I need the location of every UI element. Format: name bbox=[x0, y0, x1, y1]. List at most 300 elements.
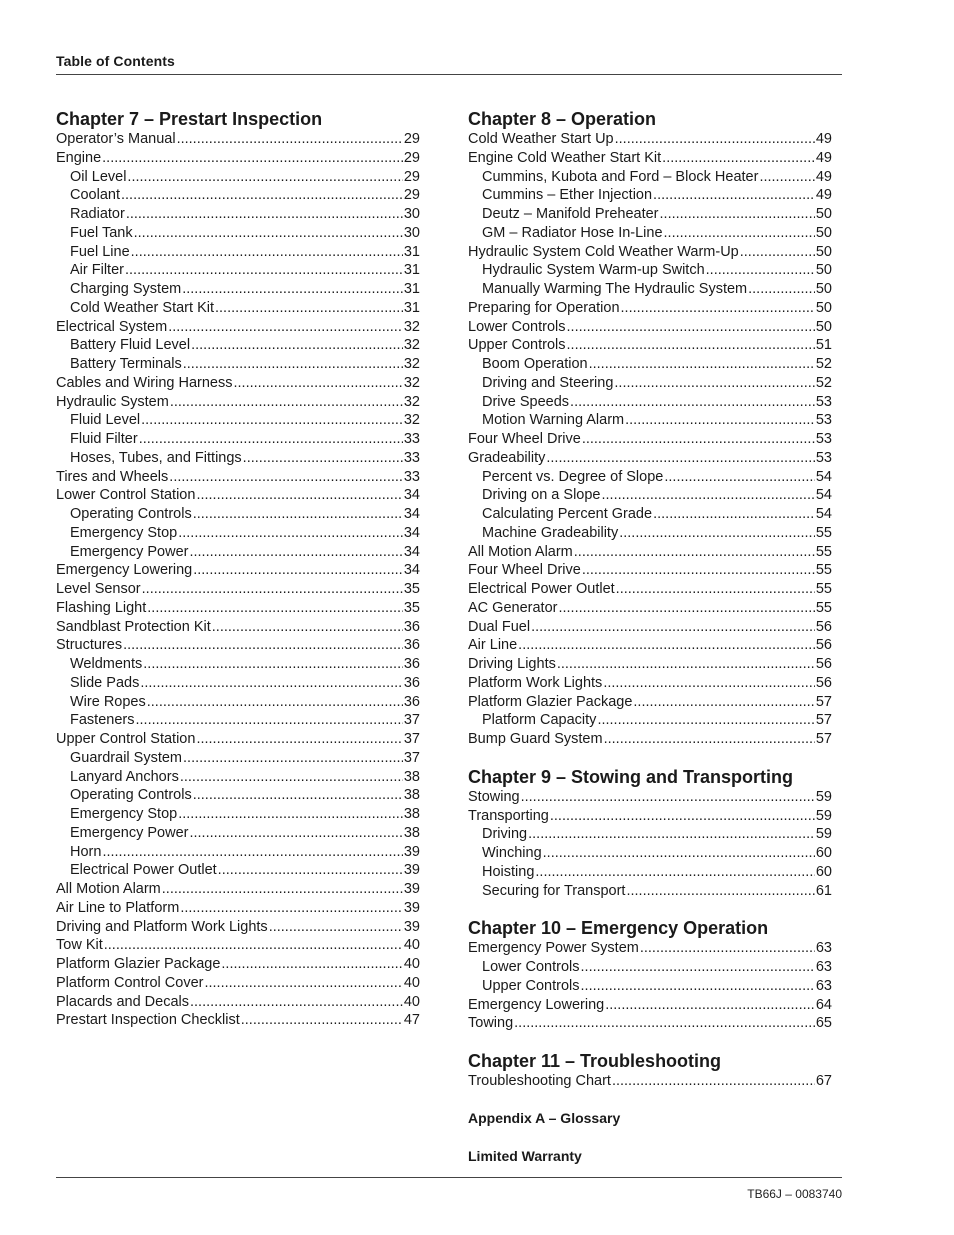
toc-entry-page: 36 bbox=[403, 656, 420, 672]
toc-entry[interactable] bbox=[468, 844, 832, 863]
chapter-title[interactable]: Chapter 9 – Stowing and Transporting bbox=[468, 766, 794, 787]
dot-leader bbox=[177, 130, 403, 149]
toc-entry[interactable] bbox=[468, 486, 832, 505]
dot-leader bbox=[557, 655, 815, 674]
toc-entry-title: Flashing Light bbox=[56, 599, 147, 616]
toc-entry[interactable] bbox=[468, 280, 832, 299]
chapter-section bbox=[468, 1050, 832, 1091]
toc-entry-page: 33 bbox=[403, 449, 420, 466]
toc-entry[interactable] bbox=[468, 863, 832, 882]
toc-entry-title: Platform Glazier Package bbox=[468, 693, 633, 710]
toc-entry-page: 52 bbox=[815, 374, 832, 391]
toc-entry-page: 32 bbox=[403, 412, 420, 429]
dot-leader bbox=[180, 899, 403, 918]
toc-entry[interactable] bbox=[468, 825, 832, 844]
toc-entry[interactable] bbox=[56, 205, 420, 224]
toc-entry-page: 50 bbox=[815, 318, 832, 335]
toc-entry-title: Cold Weather Start Up bbox=[468, 131, 614, 147]
toc-entry-page: 53 bbox=[815, 431, 832, 447]
toc-entry-page: 53 bbox=[815, 393, 832, 410]
toc-entry[interactable] bbox=[468, 411, 832, 430]
toc-entry-page: 34 bbox=[403, 562, 420, 579]
toc-entry[interactable] bbox=[56, 899, 420, 918]
chapter-section bbox=[468, 917, 832, 1033]
dot-leader bbox=[204, 974, 402, 993]
chapter-section bbox=[468, 766, 832, 901]
toc-entry-title: Charging System bbox=[70, 281, 182, 297]
dot-leader bbox=[653, 186, 815, 205]
toc-entry-title: Driving bbox=[482, 826, 528, 843]
toc-entry-page: 35 bbox=[403, 581, 420, 597]
toc-entry[interactable] bbox=[56, 918, 420, 937]
toc-entry[interactable] bbox=[468, 468, 832, 487]
toc-entry-title: Platform Capacity bbox=[482, 712, 597, 729]
toc-entry-title: Operator’s Manual bbox=[56, 131, 176, 147]
toc-entry-page: 63 bbox=[815, 940, 832, 957]
toc-entry-title: Operating Controls bbox=[70, 787, 192, 804]
toc-entry[interactable] bbox=[56, 524, 420, 543]
toc-entry[interactable] bbox=[468, 636, 832, 655]
toc-entry[interactable] bbox=[468, 149, 832, 168]
toc-entry[interactable] bbox=[56, 149, 420, 168]
toc-entry[interactable] bbox=[56, 674, 420, 693]
toc-entry[interactable] bbox=[56, 749, 420, 768]
dot-leader bbox=[574, 543, 815, 562]
toc-entry[interactable] bbox=[468, 355, 832, 374]
toc-entry-page: 31 bbox=[403, 243, 420, 260]
toc-entry[interactable] bbox=[468, 318, 832, 337]
toc-entry-title: Lower Controls bbox=[482, 959, 580, 975]
toc-entry[interactable] bbox=[56, 693, 420, 712]
dot-leader bbox=[605, 996, 815, 1015]
toc-entry[interactable] bbox=[56, 843, 420, 862]
toc-entry[interactable] bbox=[468, 224, 832, 243]
toc-entry[interactable] bbox=[468, 580, 832, 599]
toc-entry-title: Platform Control Cover bbox=[56, 974, 204, 991]
toc-entry[interactable] bbox=[468, 693, 832, 712]
dot-leader bbox=[567, 336, 815, 355]
toc-entry-page: 33 bbox=[403, 431, 420, 447]
toc-entry[interactable] bbox=[56, 355, 420, 374]
toc-entry[interactable] bbox=[56, 805, 420, 824]
toc-entry[interactable] bbox=[468, 807, 832, 826]
chapter-title[interactable]: Chapter 7 – Prestart Inspection bbox=[56, 109, 323, 129]
dot-leader bbox=[178, 805, 403, 824]
toc-entry-page: 60 bbox=[815, 845, 832, 861]
toc-entry-page: 60 bbox=[815, 863, 832, 880]
toc-entry-page: 32 bbox=[403, 374, 420, 391]
dot-leader bbox=[633, 693, 814, 712]
toc-entry-page: 55 bbox=[815, 562, 832, 579]
dot-leader bbox=[612, 1072, 815, 1091]
toc-entry[interactable] bbox=[468, 299, 832, 318]
toc-entry-page: 32 bbox=[403, 356, 420, 372]
dot-leader bbox=[664, 468, 815, 487]
toc-entry[interactable] bbox=[56, 468, 420, 487]
toc-entry[interactable] bbox=[468, 561, 832, 580]
right-column-sections bbox=[468, 108, 832, 1091]
toc-entry-page: 54 bbox=[815, 487, 832, 504]
toc-entry-page: 31 bbox=[403, 281, 420, 297]
toc-entry[interactable] bbox=[468, 599, 832, 618]
dot-leader bbox=[621, 299, 815, 318]
toc-entry-title: Electrical System bbox=[56, 318, 168, 335]
toc-entry[interactable] bbox=[56, 186, 420, 205]
toc-entry-page: 38 bbox=[403, 806, 420, 822]
dot-leader bbox=[597, 711, 814, 730]
toc-entry[interactable] bbox=[56, 599, 420, 618]
toc-entry[interactable] bbox=[56, 130, 420, 149]
toc-entry-page: 63 bbox=[815, 977, 832, 994]
dot-leader bbox=[269, 918, 403, 937]
toc-entry-page: 31 bbox=[403, 299, 420, 316]
dot-leader bbox=[102, 149, 403, 168]
toc-entry-title: Air Filter bbox=[70, 262, 124, 279]
dot-leader bbox=[550, 807, 815, 826]
toc-entry-title: Bump Guard System bbox=[468, 731, 603, 747]
toc-entry[interactable] bbox=[468, 939, 832, 958]
toc-entry-page: 36 bbox=[403, 674, 420, 691]
toc-entry[interactable] bbox=[56, 993, 420, 1012]
toc-entry[interactable] bbox=[468, 261, 832, 280]
toc-entry-title: Transporting bbox=[468, 807, 549, 824]
toc-entry-title: Calculating Percent Grade bbox=[482, 506, 653, 522]
toc-entry-title: Four Wheel Drive bbox=[468, 562, 581, 579]
toc-entry-page: 36 bbox=[403, 693, 420, 710]
toc-entry-title: Cables and Wiring Harness bbox=[56, 374, 233, 391]
toc-entry[interactable] bbox=[56, 711, 420, 730]
toc-entry-page: 36 bbox=[403, 637, 420, 654]
toc-entry-title: Preparing for Operation bbox=[468, 299, 620, 316]
toc-entry-title: Electrical Power Outlet bbox=[468, 581, 615, 597]
dot-leader bbox=[234, 374, 403, 393]
toc-entry-page: 39 bbox=[403, 899, 420, 916]
toc-entry[interactable] bbox=[468, 1014, 832, 1033]
toc-entry-list bbox=[56, 130, 420, 1030]
toc-entry-title: Cummins – Ether Injection bbox=[482, 187, 653, 204]
toc-entry-page: 56 bbox=[815, 637, 832, 654]
toc-entry-title: Platform Work Lights bbox=[468, 674, 603, 691]
toc-entry-title: Guardrail System bbox=[70, 749, 183, 766]
toc-entry-page: 47 bbox=[403, 1012, 420, 1029]
toc-entry-page: 65 bbox=[815, 1015, 832, 1032]
toc-entry-page: 53 bbox=[815, 412, 832, 429]
toc-entry[interactable] bbox=[56, 393, 420, 412]
toc-entry[interactable] bbox=[468, 449, 832, 468]
dot-leader bbox=[603, 674, 815, 693]
dot-leader bbox=[664, 224, 815, 243]
toc-entry[interactable] bbox=[56, 280, 420, 299]
dot-leader bbox=[193, 786, 403, 805]
dot-leader bbox=[104, 936, 403, 955]
toc-entry-title: Hoses, Tubes, and Fittings bbox=[70, 449, 242, 466]
toc-entry-page: 37 bbox=[403, 712, 420, 729]
toc-entry-title: All Motion Alarm bbox=[56, 881, 161, 897]
dot-leader bbox=[531, 618, 815, 637]
dot-leader bbox=[183, 749, 403, 768]
toc-entry[interactable] bbox=[56, 618, 420, 637]
toc-entry[interactable] bbox=[468, 1072, 832, 1091]
dot-leader bbox=[570, 393, 815, 412]
dot-leader bbox=[191, 336, 403, 355]
toc-entry-page: 40 bbox=[403, 956, 420, 972]
toc-entry[interactable] bbox=[468, 374, 832, 393]
toc-entry[interactable] bbox=[56, 636, 420, 655]
toc-entry[interactable] bbox=[56, 449, 420, 468]
toc-entry[interactable] bbox=[468, 958, 832, 977]
toc-entry-title: AC Generator bbox=[468, 599, 558, 616]
chapter-section bbox=[56, 108, 420, 1030]
toc-entry-page: 55 bbox=[815, 543, 832, 560]
toc-entry-page: 39 bbox=[403, 843, 420, 860]
toc-entry-title: Level Sensor bbox=[56, 581, 141, 597]
toc-entry-page: 50 bbox=[815, 299, 832, 316]
toc-entry-title: Towing bbox=[468, 1015, 514, 1032]
toc-entry-title: Upper Controls bbox=[482, 977, 580, 994]
dot-leader bbox=[543, 844, 815, 863]
dot-leader bbox=[140, 674, 403, 693]
toc-entry-page: 64 bbox=[815, 996, 832, 1013]
toc-entry-page: 30 bbox=[403, 206, 420, 222]
toc-entry[interactable] bbox=[56, 974, 420, 993]
toc-entry[interactable] bbox=[56, 243, 420, 262]
dot-leader bbox=[602, 486, 815, 505]
toc-entry[interactable] bbox=[468, 788, 832, 807]
toc-entry-title: Operating Controls bbox=[70, 506, 192, 522]
toc-entry[interactable] bbox=[56, 430, 420, 449]
toc-entry[interactable] bbox=[468, 168, 832, 187]
toc-entry-title: Machine Gradeability bbox=[482, 524, 619, 541]
dot-leader bbox=[183, 355, 403, 374]
toc-entry[interactable] bbox=[56, 299, 420, 318]
dot-leader bbox=[215, 299, 403, 318]
toc-entry-title: Hoisting bbox=[482, 863, 535, 880]
toc-entry-page: 49 bbox=[815, 149, 832, 166]
dot-leader bbox=[521, 788, 815, 807]
toc-entry[interactable] bbox=[468, 711, 832, 730]
toc-entry[interactable] bbox=[56, 655, 420, 674]
toc-entry-title: Emergency Stop bbox=[70, 524, 178, 541]
dot-leader bbox=[170, 393, 403, 412]
toc-entry[interactable] bbox=[56, 168, 420, 187]
toc-entry-page: 32 bbox=[403, 337, 420, 354]
toc-entry-page: 32 bbox=[403, 393, 420, 410]
dot-leader bbox=[196, 486, 402, 505]
toc-entry-page: 33 bbox=[403, 468, 420, 485]
toc-entry-title: Lanyard Anchors bbox=[70, 768, 179, 785]
toc-entry-title: Cold Weather Start Kit bbox=[70, 299, 214, 316]
toc-entry[interactable] bbox=[468, 430, 832, 449]
toc-entry[interactable] bbox=[56, 336, 420, 355]
dot-leader bbox=[142, 580, 403, 599]
toc-entry-page: 39 bbox=[403, 862, 420, 879]
toc-entry-title: Prestart Inspection Checklist bbox=[56, 1012, 240, 1029]
dot-leader bbox=[528, 825, 815, 844]
toc-entry-title: Engine Cold Weather Start Kit bbox=[468, 149, 662, 166]
dot-leader bbox=[147, 599, 403, 618]
toc-entry-page: 51 bbox=[815, 337, 832, 354]
toc-entry-page: 32 bbox=[403, 318, 420, 335]
dot-leader bbox=[180, 768, 403, 787]
toc-entry-title: Wire Ropes bbox=[70, 693, 146, 710]
toc-entry[interactable] bbox=[468, 243, 832, 262]
toc-entry[interactable] bbox=[468, 996, 832, 1015]
dot-leader bbox=[193, 561, 403, 580]
toc-entry[interactable] bbox=[56, 580, 420, 599]
toc-entry[interactable] bbox=[56, 374, 420, 393]
toc-entry[interactable] bbox=[56, 261, 420, 280]
toc-entry[interactable] bbox=[56, 224, 420, 243]
toc-entry-page: 38 bbox=[403, 824, 420, 841]
toc-entry-title: Structures bbox=[56, 637, 123, 654]
toc-entry-title: Coolant bbox=[70, 187, 120, 204]
limited-warranty-link[interactable]: Limited Warranty bbox=[468, 1147, 582, 1164]
dot-leader bbox=[125, 261, 403, 280]
footer-divider bbox=[56, 1177, 842, 1178]
toc-entry-list bbox=[468, 1072, 832, 1091]
toc-entry[interactable] bbox=[56, 561, 420, 580]
toc-entry[interactable] bbox=[56, 824, 420, 843]
toc-entry-page: 40 bbox=[403, 974, 420, 991]
chapter-title[interactable]: Chapter 8 – Operation bbox=[468, 109, 657, 129]
toc-entry-title: Emergency Lowering bbox=[468, 996, 605, 1013]
left-column bbox=[56, 108, 420, 1047]
dot-leader bbox=[660, 205, 815, 224]
dot-leader bbox=[518, 636, 815, 655]
chapter-section bbox=[468, 108, 832, 749]
toc-entry-title: Hydraulic System Warm-up Switch bbox=[482, 262, 705, 279]
dot-leader bbox=[626, 882, 814, 901]
toc-entry[interactable] bbox=[56, 1011, 420, 1030]
toc-entry-title: Hydraulic System Cold Weather Warm-Up bbox=[468, 243, 739, 260]
dot-leader bbox=[567, 318, 815, 337]
dot-leader bbox=[162, 880, 403, 899]
chapter-title[interactable]: Chapter 11 – Troubleshooting bbox=[468, 1051, 722, 1071]
document-code: TB66J – 0083740 bbox=[747, 1187, 842, 1201]
toc-entry[interactable] bbox=[56, 786, 420, 805]
toc-entry-page: 49 bbox=[815, 187, 832, 204]
toc-entry-title: Engine bbox=[56, 149, 102, 166]
toc-entry-page: 59 bbox=[815, 807, 832, 824]
toc-entry-title: Lower Control Station bbox=[56, 487, 196, 504]
toc-entry-title: Electrical Power Outlet bbox=[70, 862, 217, 879]
toc-entry[interactable] bbox=[468, 730, 832, 749]
toc-entry-page: 52 bbox=[815, 356, 832, 372]
toc-entry-title: GM – Radiator Hose In-Line bbox=[482, 224, 663, 241]
toc-entry-page: 55 bbox=[815, 581, 832, 597]
toc-entry[interactable] bbox=[56, 486, 420, 505]
toc-entry[interactable] bbox=[56, 543, 420, 562]
dot-leader bbox=[139, 430, 403, 449]
toc-entry[interactable] bbox=[468, 186, 832, 205]
toc-entry[interactable] bbox=[468, 205, 832, 224]
toc-entry[interactable] bbox=[468, 618, 832, 637]
dot-leader bbox=[190, 993, 403, 1012]
toc-entry-title: Manually Warming The Hydraulic System bbox=[482, 281, 748, 297]
toc-entry-title: Sandblast Protection Kit bbox=[56, 618, 211, 635]
dot-leader bbox=[196, 730, 402, 749]
dot-leader bbox=[558, 599, 814, 618]
toc-entry-title: Tow Kit bbox=[56, 937, 103, 954]
toc-entry-page: 29 bbox=[403, 149, 420, 166]
toc-entry-page: 59 bbox=[815, 788, 832, 805]
chapter-title[interactable]: Chapter 10 – Emergency Operation bbox=[468, 918, 769, 939]
dot-leader bbox=[589, 355, 815, 374]
toc-entry-page: 34 bbox=[403, 487, 420, 504]
toc-entry-page: 30 bbox=[403, 224, 420, 241]
dot-leader bbox=[662, 149, 815, 168]
dot-leader bbox=[218, 861, 403, 880]
toc-entry-title: Slide Pads bbox=[70, 674, 140, 691]
toc-entry-page: 50 bbox=[815, 206, 832, 222]
toc-entry-title: Driving Lights bbox=[468, 656, 556, 672]
toc-entry-page: 29 bbox=[403, 131, 420, 147]
toc-entry[interactable] bbox=[56, 730, 420, 749]
toc-entry-title: Battery Terminals bbox=[70, 356, 182, 372]
toc-entry-title: Oil Level bbox=[70, 168, 127, 185]
toc-entry[interactable] bbox=[468, 977, 832, 996]
toc-entry-page: 35 bbox=[403, 599, 420, 616]
toc-entry-page: 36 bbox=[403, 618, 420, 635]
toc-entry[interactable] bbox=[468, 505, 832, 524]
toc-entry[interactable] bbox=[468, 882, 832, 901]
toc-entry-page: 59 bbox=[815, 826, 832, 843]
dot-leader bbox=[535, 863, 814, 882]
toc-entry[interactable] bbox=[56, 768, 420, 787]
toc-entry-title: Tires and Wheels bbox=[56, 468, 169, 485]
toc-entry-title: Air Line bbox=[468, 637, 518, 654]
dot-leader bbox=[706, 261, 815, 280]
right-column bbox=[468, 108, 832, 1166]
toc-entry-title: Securing for Transport bbox=[482, 882, 626, 899]
toc-entry-title: Placards and Decals bbox=[56, 993, 189, 1010]
toc-entry-page: 54 bbox=[815, 506, 832, 522]
toc-entry-page: 55 bbox=[815, 599, 832, 616]
toc-entry-page: 40 bbox=[403, 937, 420, 954]
toc-entry[interactable] bbox=[468, 130, 832, 149]
toc-entry[interactable] bbox=[56, 318, 420, 337]
toc-entry[interactable] bbox=[468, 393, 832, 412]
toc-entry-list bbox=[468, 939, 832, 1033]
toc-entry-title: Emergency Power bbox=[70, 824, 189, 841]
dot-leader bbox=[189, 824, 402, 843]
toc-entry-title: Hydraulic System bbox=[56, 393, 169, 410]
toc-entry[interactable] bbox=[56, 955, 420, 974]
toc-entry[interactable] bbox=[56, 411, 420, 430]
toc-entry[interactable] bbox=[468, 336, 832, 355]
toc-entry[interactable] bbox=[56, 936, 420, 955]
toc-entry-page: 67 bbox=[815, 1073, 832, 1089]
toc-entry-title: Emergency Stop bbox=[70, 806, 178, 822]
toc-entry[interactable] bbox=[56, 861, 420, 880]
toc-entry-page: 54 bbox=[815, 468, 832, 485]
dot-leader bbox=[121, 186, 403, 205]
toc-entry[interactable] bbox=[468, 524, 832, 543]
toc-entry[interactable] bbox=[468, 543, 832, 562]
toc-entry[interactable] bbox=[56, 880, 420, 899]
dot-leader bbox=[141, 411, 403, 430]
toc-entry[interactable] bbox=[468, 674, 832, 693]
toc-entry-page: 29 bbox=[403, 187, 420, 204]
appendix-glossary-link[interactable]: Appendix A – Glossary bbox=[468, 1109, 621, 1126]
dot-leader bbox=[168, 318, 403, 337]
toc-entry-title: Weldments bbox=[70, 656, 143, 672]
toc-entry[interactable] bbox=[468, 655, 832, 674]
dot-leader bbox=[131, 243, 403, 262]
toc-entry-title: Boom Operation bbox=[482, 356, 588, 372]
toc-entry-page: 56 bbox=[815, 618, 832, 635]
toc-entry[interactable] bbox=[56, 505, 420, 524]
